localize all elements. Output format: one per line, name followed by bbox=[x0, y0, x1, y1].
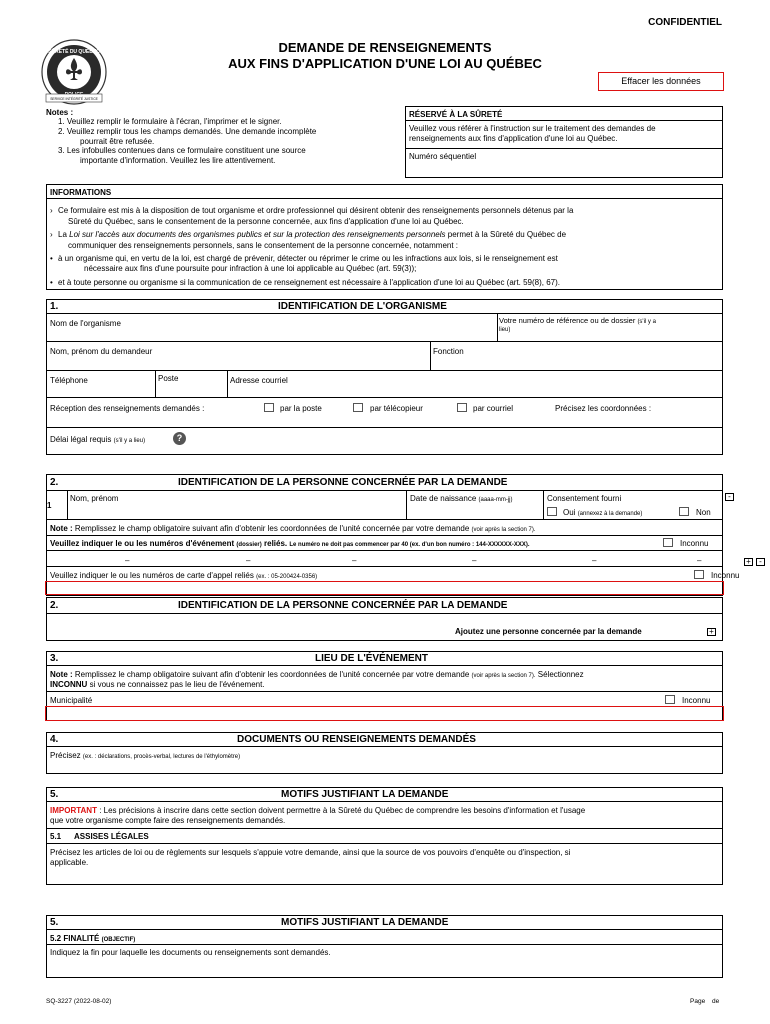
consent-no-label: Non bbox=[696, 508, 711, 517]
remove-event-button[interactable]: - bbox=[756, 558, 765, 566]
s5-1-text-2: applicable. bbox=[50, 858, 89, 867]
municipality-input[interactable] bbox=[45, 706, 724, 721]
info-p2: La Loi sur l'accès aux documents des organismes publics et sur la protection des renseignements personnels permet à la Sûreté du Québec de bbox=[58, 230, 567, 239]
page-of-label: de bbox=[712, 998, 720, 1005]
confidential-label: CONFIDENTIEL bbox=[648, 17, 722, 28]
reception-label: Réception des renseignements demandés : bbox=[50, 404, 205, 413]
info-p3a: à un organisme qui, en vertu de la loi, est chargé de prévenir, détecter ou réprimer le crime ou les infractions aux lois, si le renseignement est bbox=[58, 254, 558, 263]
event-dash-1: – bbox=[125, 556, 130, 565]
event-dash-2: – bbox=[246, 556, 251, 565]
note-3: 3. Les infobulles contenues dans ce formulaire constituent une source bbox=[58, 146, 306, 155]
note-3-cont: importante d'information. Veuillez les lire attentivement. bbox=[80, 156, 276, 165]
logo-top-text: SÛRETÉ DU QUÉBEC bbox=[48, 49, 100, 55]
s5a-important: IMPORTANT : Les précisions à inscrire dans cette section doivent permettre à la Sûreté du Québec de comprendre les besoins d'information et l'usage bbox=[50, 806, 586, 815]
note-2: 2. Veuillez remplir tous les champs demandés. Une demande incomplète bbox=[58, 127, 317, 136]
call-card-input[interactable] bbox=[45, 581, 724, 595]
info-p3b: nécessaire aux fins d'une poursuite pour infraction à une loi applicable au Québec (art. 59(3)); bbox=[84, 264, 417, 273]
function-label: Fonction bbox=[433, 347, 464, 356]
ref-number-note: lieu) bbox=[499, 327, 511, 333]
clear-data-button[interactable]: Effacer les données bbox=[598, 72, 724, 91]
reserved-text-1: Veuillez vous référer à l'instruction sur le traitement des demandes de bbox=[409, 124, 656, 133]
call-card-label: Veuillez indiquer le ou les numéros de carte d'appel reliés (ex. : 05-200424-0356) bbox=[50, 571, 318, 580]
person-row-number: 1 bbox=[47, 501, 52, 510]
calls-unknown-label: Inconnu bbox=[711, 571, 740, 580]
add-person-button[interactable]: + bbox=[707, 628, 716, 636]
event-dash-4: – bbox=[472, 556, 477, 565]
s3-num: 3. bbox=[50, 653, 59, 664]
s5-1-text: Précisez les articles de loi ou de règlements sur lesquels s'appuie votre demande, ainsi que la source de vos pouvoirs d'enquête ou d'inspection, si bbox=[50, 848, 571, 857]
location-unknown-checkbox[interactable] bbox=[665, 695, 675, 704]
by-mail-label: par la poste bbox=[280, 404, 322, 413]
reserved-title: RÉSERVÉ À LA SÛRETÉ bbox=[409, 110, 503, 119]
location-unknown-label: Inconnu bbox=[682, 696, 711, 705]
consent-label: Consentement fourni bbox=[547, 494, 622, 503]
s5a-important-2: que votre organisme compte faire des renseignements demandés. bbox=[50, 816, 286, 825]
info-p1b: Sûreté du Québec, sans le consentement de la personne concernée, aux fins d'application d'une loi au Québec. bbox=[68, 217, 464, 226]
s2b-title: IDENTIFICATION DE LA PERSONNE CONCERNÉE PAR LA DEMANDE bbox=[178, 600, 508, 611]
help-icon[interactable]: ? bbox=[173, 432, 186, 445]
form-code: SQ-3227 (2022-08-02) bbox=[46, 998, 112, 1005]
phone-label: Téléphone bbox=[50, 376, 88, 385]
by-fax-checkbox[interactable] bbox=[353, 403, 363, 412]
consent-yes-checkbox[interactable] bbox=[547, 507, 557, 516]
requester-name-label: Nom, prénom du demandeur bbox=[50, 347, 153, 356]
note-1: 1. Veuillez remplir le formulaire à l'écran, l'imprimer et le signer. bbox=[58, 117, 282, 126]
reserved-text-2: renseignements aux fins d'application d'une loi au Québec. bbox=[409, 134, 618, 143]
municipality-label: Municipalité bbox=[50, 696, 93, 705]
note-2-cont: pourrait être refusée. bbox=[80, 137, 155, 146]
s4-num: 4. bbox=[50, 734, 59, 745]
s5a-title: MOTIFS JUSTIFIANT LA DEMANDE bbox=[281, 789, 449, 800]
extension-label: Poste bbox=[158, 374, 179, 383]
info-p1a: Ce formulaire est mis à la disposition de tout organisme et ordre professionnel qui désirent obtenir des renseignements personnels détenus par la bbox=[58, 206, 574, 215]
by-email-checkbox[interactable] bbox=[457, 403, 467, 412]
s5-1-num: 5.1 bbox=[50, 832, 62, 841]
info-title: INFORMATIONS bbox=[50, 188, 112, 197]
org-name-label: Nom de l'organisme bbox=[50, 319, 121, 328]
s1-num: 1. bbox=[50, 301, 59, 312]
add-person-label: Ajoutez une personne concernée par la demande bbox=[455, 627, 642, 636]
events-unknown-checkbox[interactable] bbox=[663, 538, 673, 547]
email-label: Adresse courriel bbox=[230, 376, 288, 385]
s1-title: IDENTIFICATION DE L'ORGANISME bbox=[278, 301, 447, 312]
notes-title: Notes : bbox=[46, 108, 74, 117]
s4-title: DOCUMENTS OU RENSEIGNEMENTS DEMANDÉS bbox=[237, 734, 476, 745]
s2-num: 2. bbox=[50, 477, 59, 488]
s2b-num: 2. bbox=[50, 600, 59, 611]
event-dash-3: – bbox=[352, 556, 357, 565]
person-name-label: Nom, prénom bbox=[70, 494, 119, 503]
s3-title: LIEU DE L'ÉVÉNEMENT bbox=[315, 653, 428, 664]
event-dash-6: – bbox=[697, 556, 702, 565]
sequential-number-label: Numéro séquentiel bbox=[409, 152, 477, 161]
events-unknown-label: Inconnu bbox=[680, 539, 709, 548]
specify-coordinates-label: Précisez les coordonnées : bbox=[555, 404, 652, 413]
s5b-title: MOTIFS JUSTIFIANT LA DEMANDE bbox=[281, 917, 449, 928]
s4-specify: Précisez (ex. : déclarations, procès-verbal, lectures de l'éthylomètre) bbox=[50, 751, 241, 760]
info-p4: et à toute personne ou organisme si la communication de ce renseignement est nécessaire à l'application d'une loi au Québec (art. 59(8), 67). bbox=[58, 278, 561, 287]
event-numbers-label: Veuillez indiquer le ou les numéros d'événement (dossier) reliés. Le numéro ne doit pas commencer par 40 (ex. d'un bon numéro : 144-XXXXXX-XXX). bbox=[50, 539, 530, 548]
consent-no-checkbox[interactable] bbox=[679, 507, 689, 516]
s5-1-title: ASSISES LÉGALES bbox=[74, 832, 149, 841]
logo-ribbon-text: SERVICE INTÉGRITÉ JUSTICE bbox=[50, 97, 98, 101]
event-dash-5: – bbox=[592, 556, 597, 565]
s3-note: Note : Remplissez le champ obligatoire suivant afin d'obtenir les coordonnées de l'unité concernée par votre demande (voir après la section 7). Sélectionnez bbox=[50, 670, 584, 679]
add-event-button[interactable]: + bbox=[744, 558, 753, 566]
page-label: Page bbox=[690, 998, 706, 1005]
ref-number-label: Votre numéro de référence ou de dossier (s'il y a bbox=[499, 316, 656, 325]
by-email-label: par courriel bbox=[473, 404, 514, 413]
s2-title: IDENTIFICATION DE LA PERSONNE CONCERNÉE PAR LA DEMANDE bbox=[178, 477, 508, 488]
s5b-num: 5. bbox=[50, 917, 59, 928]
calls-unknown-checkbox[interactable] bbox=[694, 570, 704, 579]
by-mail-checkbox[interactable] bbox=[264, 403, 274, 412]
legal-delay-label: Délai légal requis (s'il y a lieu) bbox=[50, 435, 146, 444]
dob-label: Date de naissance (aaaa-mm-jj) bbox=[410, 494, 513, 503]
s3-note-2: INCONNU si vous ne connaissez pas le lieu de l'événement. bbox=[50, 680, 265, 689]
s2-note: Note : Remplissez le champ obligatoire suivant afin d'obtenir les coordonnées de l'unité concernée par votre demande (voir après la section 7). bbox=[50, 524, 536, 533]
s5a-num: 5. bbox=[50, 789, 59, 800]
by-fax-label: par télécopieur bbox=[370, 404, 423, 413]
form-title-line1: DEMANDE DE RENSEIGNEMENTS bbox=[278, 40, 492, 55]
info-p2b: communiquer des renseignements personnels, sans le consentement de la personne concernée, notamment : bbox=[68, 241, 459, 250]
s5-2-title: 5.2 FINALITÉ (OBJECTIF) bbox=[50, 934, 136, 943]
s5-2-text: Indiquez la fin pour laquelle les documents ou renseignements sont demandés. bbox=[50, 948, 331, 957]
remove-person-button[interactable]: - bbox=[725, 493, 734, 501]
consent-yes-label: Oui (annexez à la demande) bbox=[563, 508, 643, 517]
form-title-line2: AUX FINS D'APPLICATION D'UNE LOI AU QUÉBEC bbox=[228, 56, 542, 71]
